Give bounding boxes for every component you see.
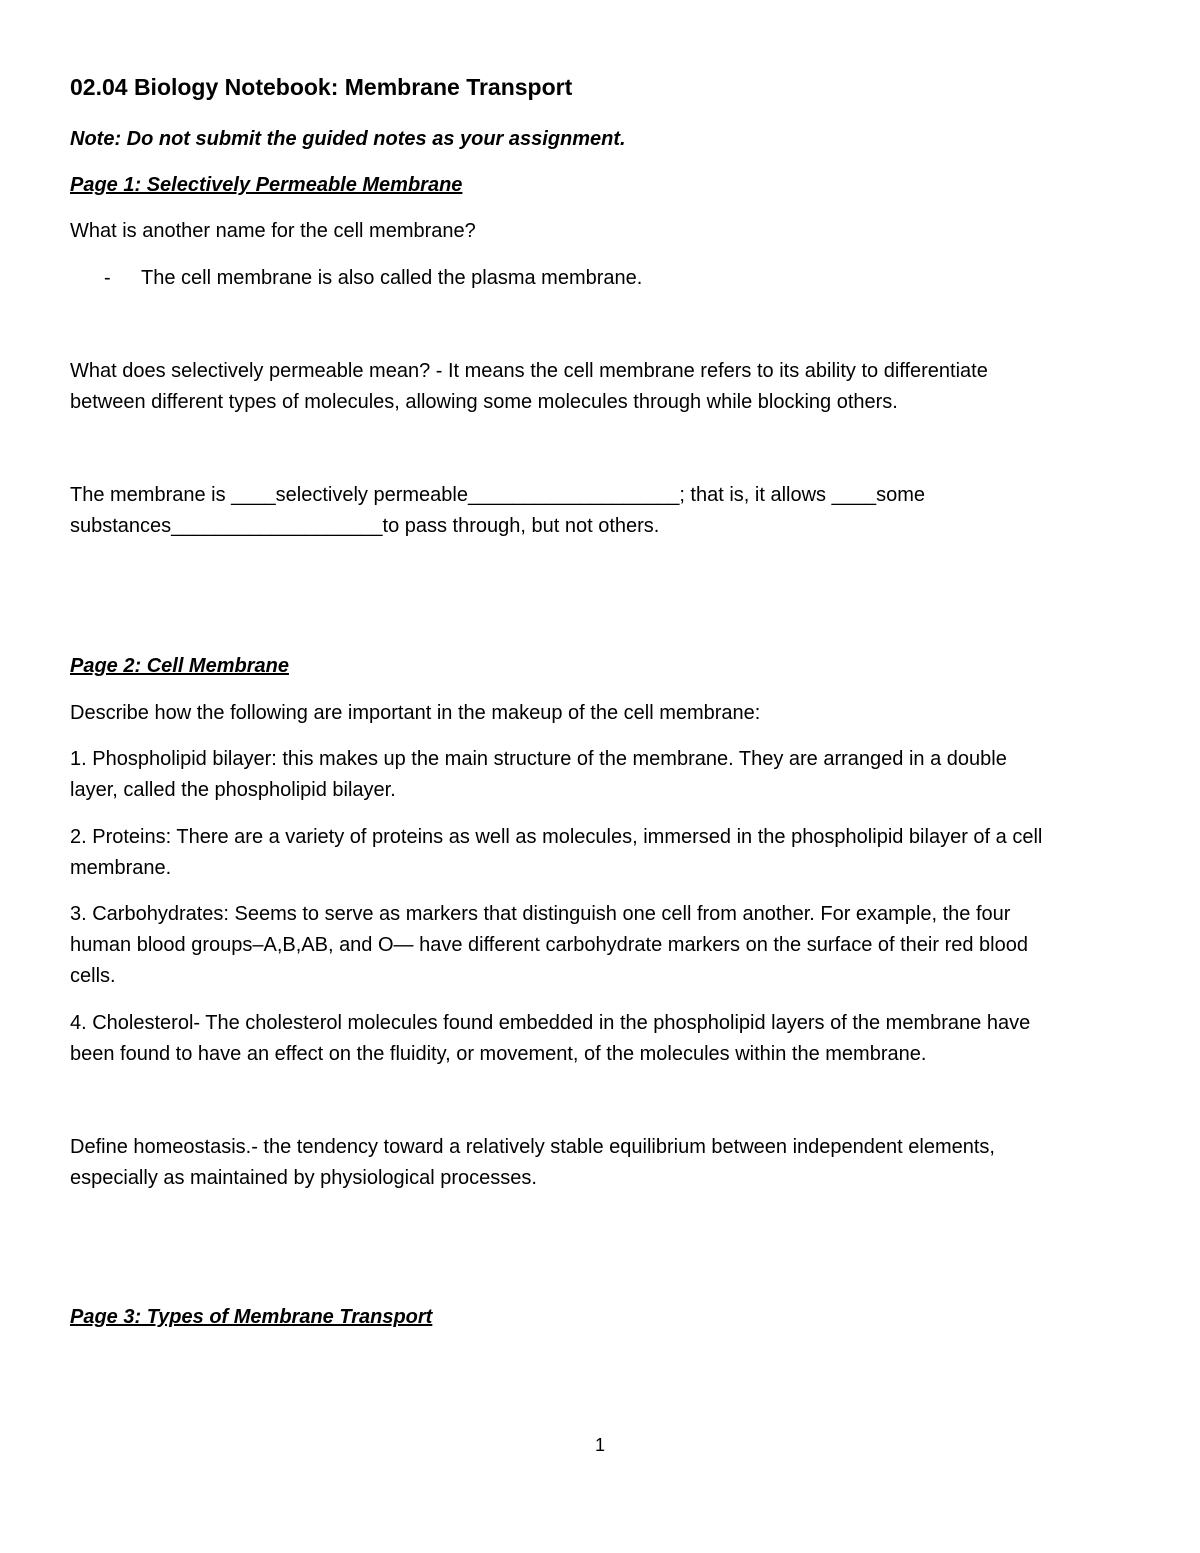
- section-heading-page-3: Page 3: Types of Membrane Transport: [70, 1306, 433, 1328]
- assignment-note: Note: Do not submit the guided notes as your assignment.: [70, 128, 626, 150]
- question-selectively-permeable-line-1: What does selectively permeable mean? - It means the cell membrane refers to its ability to differentiate: [70, 360, 988, 382]
- section-heading-page-1: Page 1: Selectively Permeable Membrane: [70, 174, 463, 196]
- item-carbohydrates-line-2: human blood groups–A,B,AB, and O— have different carbohydrate markers on the surface of their red blood: [70, 934, 1028, 956]
- item-carbohydrates-line-3: cells.: [70, 965, 116, 987]
- bullet-dash: -: [104, 267, 111, 289]
- item-phospholipid-line-2: layer, called the phospholipid bilayer.: [70, 779, 396, 801]
- item-cholesterol-line-2: been found to have an effect on the fluidity, or movement, of the molecules within the membrane.: [70, 1043, 927, 1065]
- describe-prompt: Describe how the following are important in the makeup of the cell membrane:: [70, 702, 761, 724]
- item-phospholipid-line-1: 1. Phospholipid bilayer: this makes up the main structure of the membrane. They are arranged in a double: [70, 748, 1007, 770]
- fill-in-blank-line-2: substances___________________to pass through, but not others.: [70, 515, 660, 537]
- item-carbohydrates-line-1: 3. Carbohydrates: Seems to serve as markers that distinguish one cell from another. For example, the four: [70, 903, 1011, 925]
- document-title: 02.04 Biology Notebook: Membrane Transport: [70, 74, 573, 100]
- answer-plasma-membrane: The cell membrane is also called the plasma membrane.: [141, 267, 643, 289]
- item-proteins-line-2: membrane.: [70, 857, 172, 879]
- fill-in-blank-line-1: The membrane is ____selectively permeable___________________; that is, it allows ____some: [70, 484, 925, 506]
- question-cell-membrane-name: What is another name for the cell membrane?: [70, 220, 476, 242]
- homeostasis-definition-line-2: especially as maintained by physiological processes.: [70, 1167, 537, 1189]
- question-selectively-permeable-line-2: between different types of molecules, allowing some molecules through while blocking others.: [70, 391, 898, 413]
- homeostasis-definition-line-1: Define homeostasis.- the tendency toward a relatively stable equilibrium between independent elements,: [70, 1136, 995, 1158]
- section-heading-page-2: Page 2: Cell Membrane: [70, 655, 289, 677]
- page-number: 1: [594, 1435, 605, 1455]
- item-proteins-line-1: 2. Proteins: There are a variety of proteins as well as molecules, immersed in the phospholipid bilayer of a cell: [70, 826, 1043, 848]
- item-cholesterol-line-1: 4. Cholesterol- The cholesterol molecules found embedded in the phospholipid layers of the membrane have: [70, 1012, 1031, 1034]
